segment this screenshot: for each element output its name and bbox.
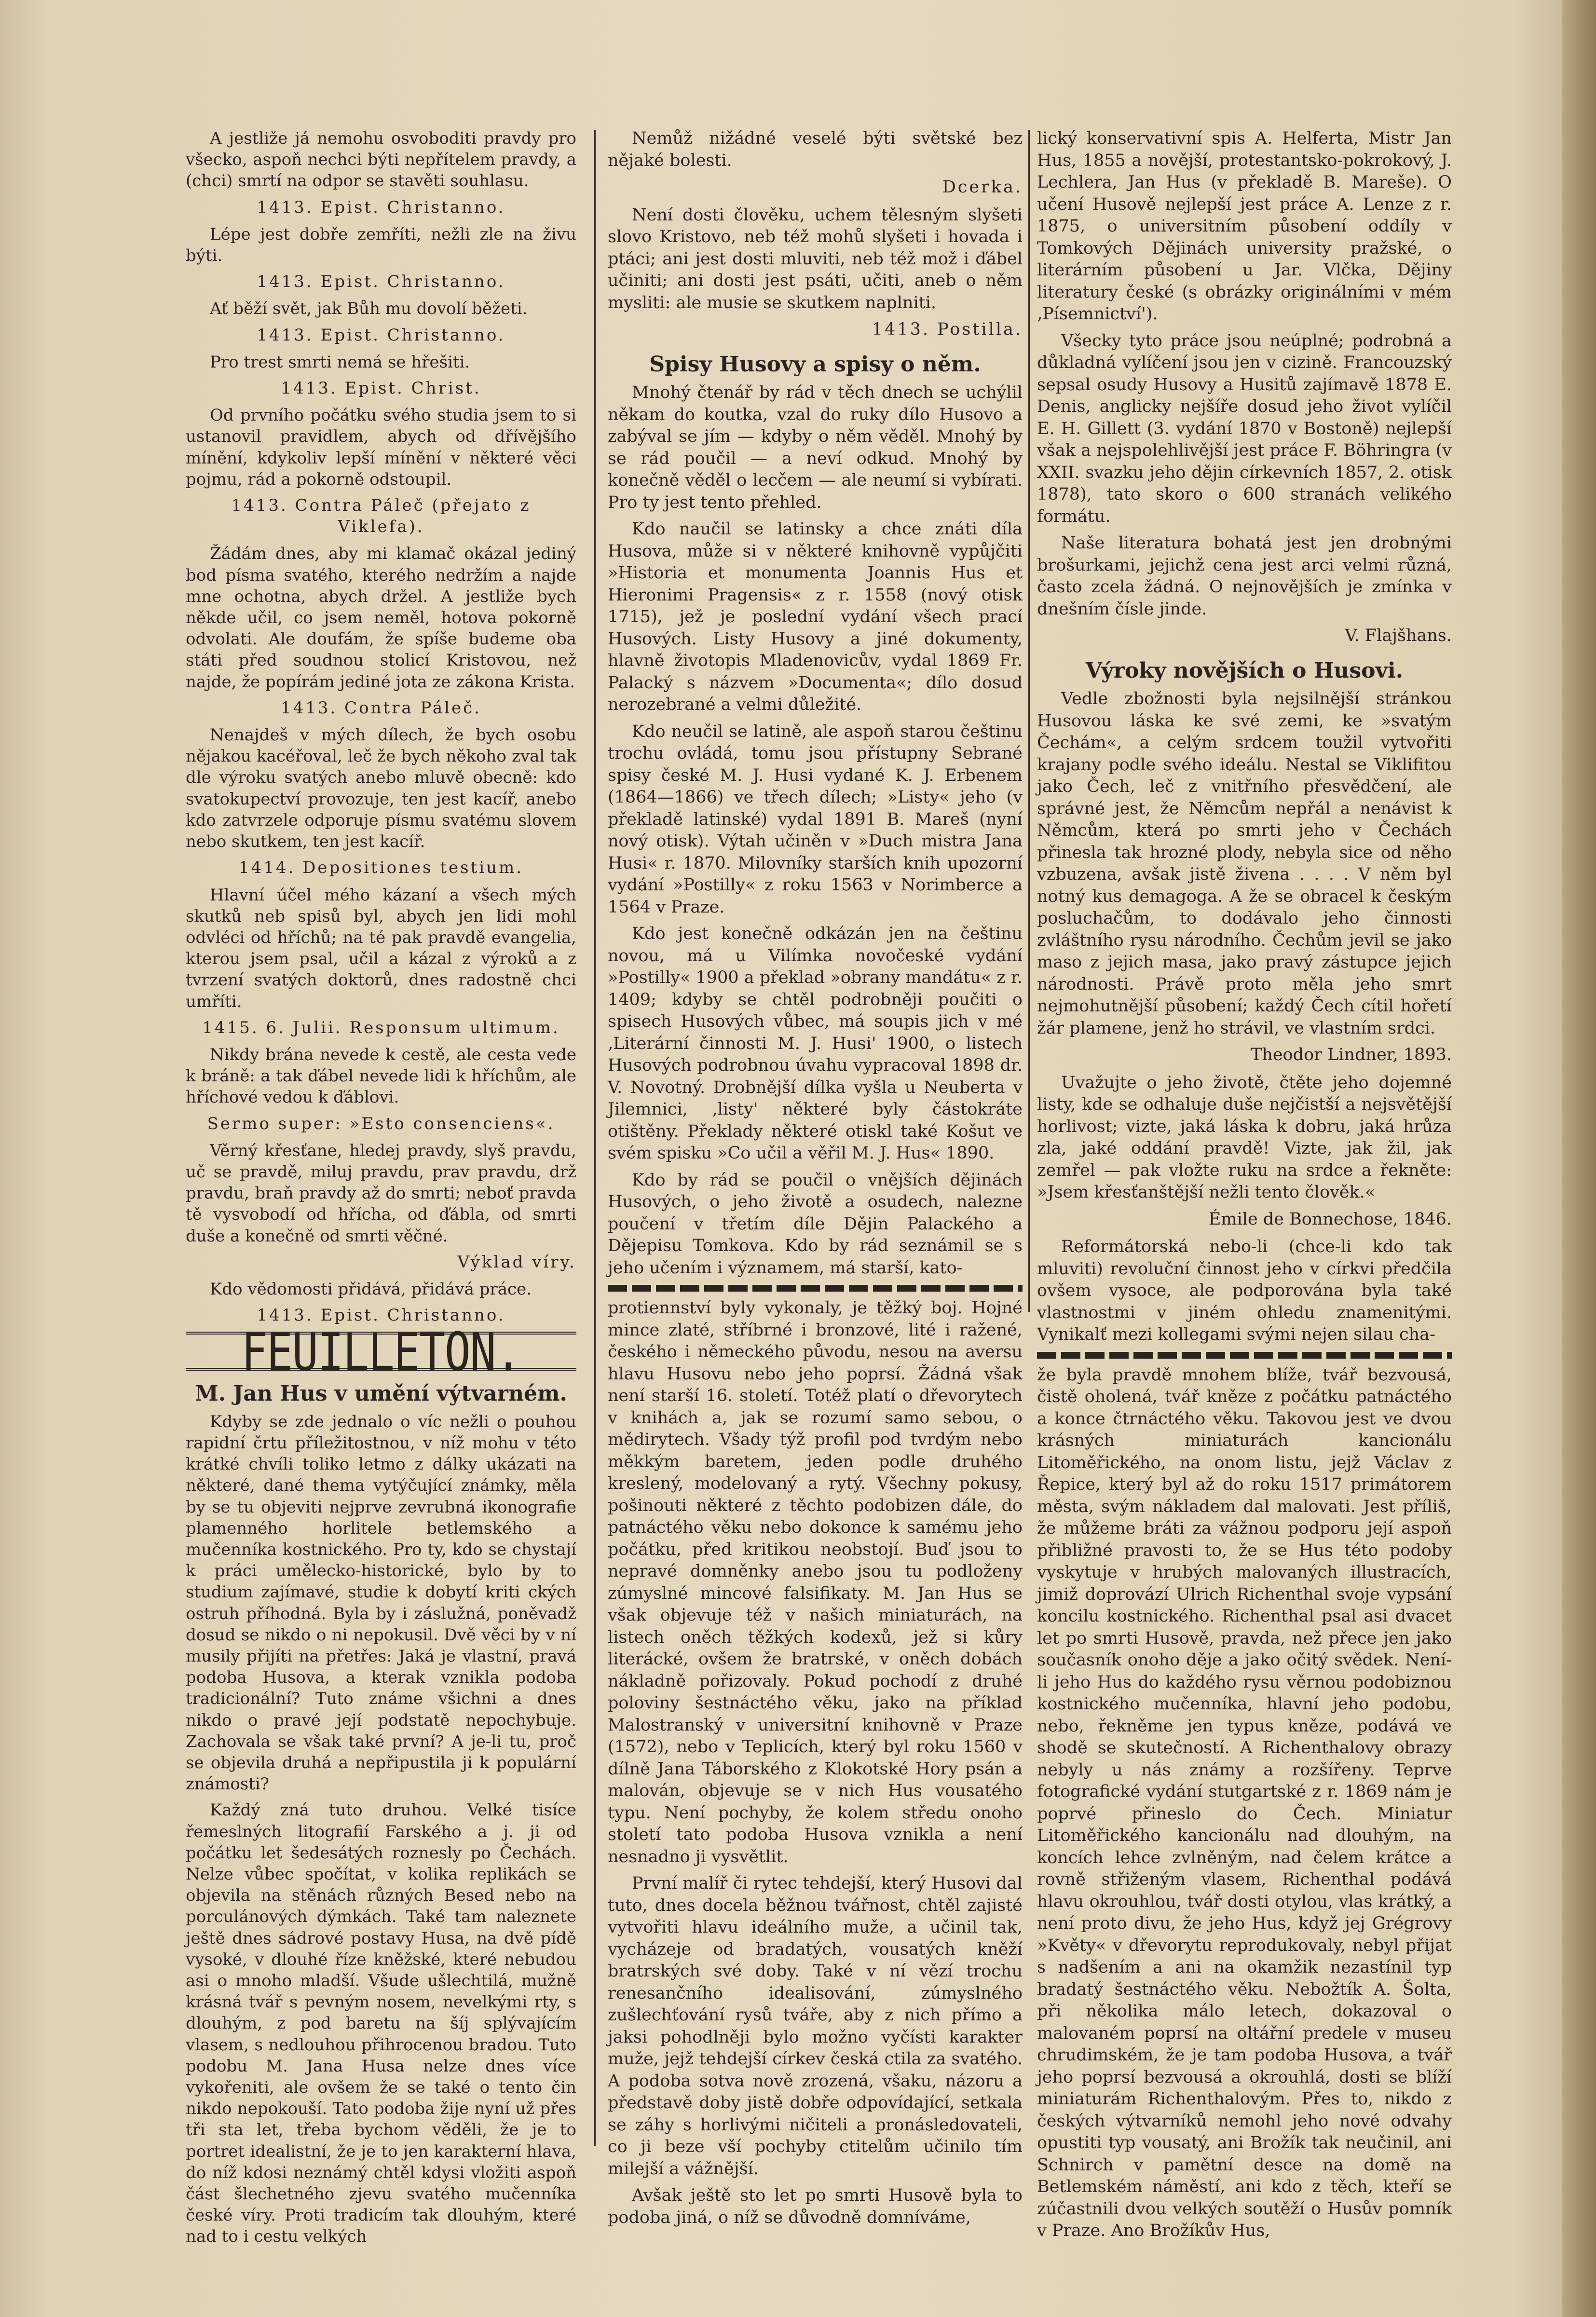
quote-source: 1413. Epist. Christanno. bbox=[257, 325, 505, 345]
article-title: Spisy Husovy a spisy o něm. bbox=[649, 352, 981, 377]
paragraph: Kdo naučil se latinsky a chce znáti díla Husova, může si v některé knihovně vypůjčiti »Historia et monumenta Joannis Hus et Hieronimi Pragensis« z r. 1558 (nový otisk 1715), jež je poslední vydání všech prací Husových. Listy Husovy a jiné dokumenty, hlavně životopis Mladenovicův, vydal 1869 Fr. Palacký s názvem »Documenta«; dílo dosud nerozebrané a velmi důležité. bbox=[608, 519, 1023, 714]
author-signature: Émile de Bonnechose, 1846. bbox=[1208, 1209, 1452, 1229]
quote: Od prvního počátku svého studia jsem to si ustanovil pravidlem, abych od dřívějšího mínění, kdykoliv lepší mínění v některé věci pojmu, rád a pokorně odstoupil. bbox=[186, 406, 576, 489]
feuilleton-heading: FEUILLETON. bbox=[241, 1321, 521, 1383]
article-title: Výroky novějších o Husovi. bbox=[1085, 658, 1404, 683]
page-edge bbox=[1562, 0, 1596, 2317]
paragraph: Vedle zbožnosti byla nejsilnější stránkou Husovou láska ke své zemi, ke »svatým Čechám«, a celým srdcem toužil vytvořiti krajany podle svého ideálu. Nestal se Viklifitou jako Čech, leč z vnitřního přesvědčení, ale správné jest, že Němcům nepřál a nenávist k Němcům, která po smrti jeho v Čechách přinesla tak hrozné plody, nebyla sice od něho vzbuzena, avšak jistě živena . . . . V něm byl notný kus demagoga. A že se obracel k českým posluchačům, to dodávalo jeho činnosti zvláštního rysu národního. Čechům jevil se jako maso z jejich masa, jako pravý zástupce jejich národnosti. Právě proto měla jeho smrt nejmohutnější působení; každý Čech cítil hořetí žár plamene, jenž ho strávil, ve vlastním srdci. bbox=[1037, 689, 1452, 1038]
paragraph: Kdo jest konečně odkázán jen na češtinu novou, má u Vilímka novočeské vydání »Postilly« 1900 a překlad »obrany mandátu« z r. 1409; kdyby se chtěl podrobněji poučiti o spisech Husových vůbec, má soupis jich v mé ‚Literární činnosti M. J. Husi' 1900, o listech Husových podrobnou úvahu vypracoval 1898 dr. V. Novotný. Drobnější dílka vyšla u Neuberta v Jilemnici, ‚listy' některé byly částokráte otištěny. Překlady některé otiskl také Košut ve svém spisku »Co učil a věřil M. J. Hus« 1890. bbox=[608, 924, 1023, 1163]
column-1 bbox=[186, 128, 576, 2252]
quote: Ať běží svět, jak Bůh mu dovolí běžeti. bbox=[210, 299, 528, 319]
quote: Pro trest smrti nemá se hřešiti. bbox=[210, 352, 470, 372]
quote-source: Sermo super: »Esto consenciens«. bbox=[207, 1114, 555, 1133]
quote: Kdo vědomosti přidává, přidává práce. bbox=[210, 1279, 532, 1299]
feuilleton-separator bbox=[608, 1285, 1023, 1292]
quote-source: Výklad víry. bbox=[457, 1252, 576, 1272]
paragraph: Mnohý čtenář by rád v těch dnech se uchýlil někam do koutka, vzal do ruky dílo Husovo a zabýval se jím — kdyby o něm věděl. Mnohý by se rád poučil — a neví odkud. Mnohý by konečně věděl o lecčem — ale neumí si vybírati. Pro ty jest tento přehled. bbox=[608, 383, 1023, 512]
quote: Nenajdeš v mých dílech, že bych osobu nějakou kacéřoval, leč že bych někoho zval tak dle výroku svatých anebo mluvě obecně: kdo svatokupectví provozuje, ten jest kacíř, anebo kdo zatvrzele odporuje písmu svatému slovem nebo skutkem, ten jest kacíř. bbox=[186, 725, 576, 852]
column-3 bbox=[1037, 128, 1452, 2247]
paragraph: protiennství byly vykonaly, je těžký boj. Hojné mince zlaté, stříbrné i bronzové, lité i ražené, českého i německého původu, nesou na aversu hlavu Husovu nebo jeho poprsí. Žádná však není starší 16. století. Totéž platí o dřevorytech v knihách a, jak se rozumí samo sebou, o mědirytech. Všady týž profil pod tvrdým nebo měkkým baretem, jeden podle druhého kreslený, modelovaný a rytý. Všechny pokusy, pošinouti některé z těchto podobizen dále, do patnáctého věku nebo dokonce k samému jeho počátku, před kritikou neobstojí. Buď jsou to nepravé domněnky anebo jsou tu podloženy zúmyslné mincové falsifikaty. M. Jan Hus se však objevuje též v našich miniaturách, na listech oněch těžkých kodexů, jež si kůry literácké, ovšem že bratrské, v oněch dobách nákladně pořizovaly. Pokud pochodí z druhé poloviny šestnáctého věku, jako na příklad Malostranský v universitní knihovně v Praze (1572), nebo v Teplicích, který byl roku 1560 v dílně Jana Táborského z Klokotské Hory psán a malován, objevuje se v nich Hus vousatého typu. Není pochyby, že kolem středu onoho století tato podoba Husova vznikla a není nesnadno ji vysvětlit. bbox=[608, 1298, 1023, 1867]
quote-source: 1413. Postilla. bbox=[872, 320, 1023, 339]
quote-source: Dcerka. bbox=[942, 177, 1023, 197]
column-rule-2 bbox=[1028, 130, 1030, 1312]
column-rule-1 bbox=[594, 130, 596, 2146]
paragraph: že byla pravdě mnohem blíže, tvář bezvousá, čistě oholená, tvář kněze z počátku patnáctého a konce čtrnáctého věku. Takovou jest ve dvou krásných miniaturách kancionálu Litoměřického, na onom listu, jejž Václav z Řepice, který byl až do roku 1517 primátorem města, svým nákladem dal malovati. Jest příliš, že můžeme bráti za vážnou podporu její aspoň přibližné pravosti to, že se Hus této podoby vyskytuje v hrubých malovaných illustracích, jimiž doprovází Ulrich Richenthal svoje vypsání koncilu kostnického. Richenthal psal asi dvacet let po smrti Husově, pravda, než přece jen jako současník onoho děje a jako očitý svědek. Není-li jeho Hus do každého rysu věrnou podobiznou kostnického mučenníka, hlavní jeho podobu, nebo, řekněme jen typus kněze, podává ve shodě se skutečností. A Richenthalovy obrazy nebyly u nás známy a rozšířeny. Teprve fotografické vydání stutgartské z r. 1869 nám je poprvé přineslo do Čech. Miniatur Litoměřického kancionálu nad dlouhým, na koncích lehce zvlněným, nad čelem krátce a rovně střiženým vlasem, Richenthal podává hlavu okrouhlou, tvář dosti otylou, vlas krátký, a není proto divu, že jeho Hus, když jej Grégrovy »Květy« v dřevorytu reprodukovaly, nebyl přijat s nadšením a ani na okamžik nezastínil typ bradatý šestnáctého věku. Nebožtík A. Šolta, při několika málo letech, dokazoval o malovaném poprsí na oltářní predele v museu chrudimském, že je tam podoba Husova, a tvář jeho poprsí bezvousá a okrouhlá, dosti se blíží miniaturám Richenthalovým. Přes to, nikdo z českých výtvarníků nemohl jeho nové odvahy opustiti typ vousatý, ani Brožík tak neučinil, ani Schnirch v pamětní desce na domě na Betlemském náměstí, ani kdo z těch, kteří se zúčastnili dvou velkých soutěží o Husův pomník v Praze. Ano Brožíkův Hus, bbox=[1037, 1365, 1452, 2240]
paragraph: Reformátorská nebo-li (chce-li kdo tak mluviti) revoluční činnost jeho v církvi předčila ovšem vysoce, ale podporována byla také vlastnostmi v jiném ohledu znamenitými. Vynikalť mezi kollegami svými nejen silau cha- bbox=[1037, 1237, 1452, 1344]
paragraph: Všecky tyto práce jsou neúplné; podrobná a důkladná vylíčení jsou jen v cizině. Francouzský sepsal osudy Husovy a Husitů zajímavě 1878 E. Denis, anglicky nejšíře dosud jeho život vylíčil E. H. Gillett (3. vydání 1870 v Bostoně) nejlepší však a nejspolehlivější jest práce F. Böhringra (v XXII. svazku jeho dějin církevních 1857, 2. otisk 1878), tato skoro o 600 stranách velikého formátu. bbox=[1037, 331, 1452, 526]
paragraph: Avšak ještě sto let po smrti Husově byla to podoba jiná, o níž se důvodně domníváme, bbox=[608, 2186, 1023, 2227]
quote-source: 1413. Epist. Christ. bbox=[281, 379, 481, 398]
article-title: M. Jan Hus v umění výtvarném. bbox=[195, 1381, 567, 1406]
quote: Žádám dnes, aby mi klamač okázal jediný bod písma svatého, kterého nedržím a najde mne ochotna, abych držel. A jestliže bych někde učil, co jsem neměl, hotova pokorně odvolati. Ale doufám, že spíše budeme oba státi před soudnou stolicí Kristovou, než najde, že popírám jediné jota ze zákona Krista. bbox=[186, 544, 576, 692]
paragraph: Kdo by rád se poučil o vnějších dějinách Husových, o jeho životě a osudech, nalezne poučení v třetím díle Dějin Palackého a Dějepisu Tomkova. Kdo by rád seznámil se s jeho učením i významem, má starší, kato- bbox=[608, 1170, 1023, 1278]
author-signature: Theodor Lindner, 1893. bbox=[1251, 1045, 1452, 1064]
paragraph: Naše literatura bohatá jest jen drobnými brošurkami, jejichž cena jest arci velmi různá, často zcela žádná. O nejnovějších je zmínka v dnešním čísle jinde. bbox=[1037, 533, 1452, 619]
paragraph: Každý zná tuto druhou. Velké tisíce řemeslných litografií Farského a j. ji od počátku let šedesátých roznesly po Čechách. Nelze vůbec spočítat, v kolika replikách se objevila na stěnách různých Besed nebo na porculánových dýmkách. Také tam naleznete ještě dnes sádrové postavy Husa, na dvě pídě vysoké, v dlouhé říze kněžské, které nebudou asi o mnoho mladší. Všude ušlechtilá, mužně krásná tvář s pevným nosem, nevelkými rty, s dlouhým, z pod baretu na šíj splývajícím vlasem, s nedlouhou přihrocenou bradou. Tuto podobu M. Jana Husa nelze dnes více vykořeniti, ale ovšem že se také o tento čin nikdo nepokouší. Tato podoba žije nyní už přes tři sta let, třeba bychom věděli, že je to portret idealistní, že je to jen karakterní hlava, do níž kdosi neznámý chtěl kdysi vložiti aspoň část šlechetného zjevu svatého mučenníka české víry. Proti tradicím tak dlouhým, které nad to i cestu velkých bbox=[186, 1800, 576, 2247]
quote: Věrný křesťane, hledej pravdy, slyš pravdu, uč se pravdě, miluj pravdu, prav pravdu, drž pravdu, braň pravdy až do smrti; neboť pravda tě vysvobodí od hřícha, od ďábla, od smrti duše a konečně od smrti věčné. bbox=[186, 1141, 576, 1246]
column-2 bbox=[608, 128, 1023, 2234]
quote: Nemůž nižádné veselé býti světské bez nějaké bolesti. bbox=[608, 129, 1023, 170]
quote: Lépe jest dobře zemříti, nežli zle na živu býti. bbox=[186, 224, 576, 266]
quote: Hlavní účel mého kázaní a všech mých skutků neb spisů byl, abych jen lidi mohl odvléci od hříchů; na té pak pravdě evangelia, kterou jsem psal, učil a kázal z výroků a z tvrzení svatých doktorů, dnes radostně chci umříti. bbox=[186, 885, 576, 1011]
quote-source: 1413. Epist. Christanno. bbox=[257, 197, 505, 217]
author-signature: V. Flajšhans. bbox=[1345, 626, 1452, 645]
paragraph: Uvažujte o jeho životě, čtěte jeho dojemné listy, kde se odhaluje duše nejčistší a nejsvětější horlivost; vizte, jaká láska k dobru, jaká hrůza zla, jaké oddání pravdě! Vizte, jak žil, jak zemřel — pak vložte ruku na srdce a řekněte: »Jsem křesťanštější nežli tento člověk.« bbox=[1037, 1073, 1452, 1202]
quote: A jestliže já nemohu osvoboditi pravdy pro všecko, aspoň nechci býti nepřítelem pravdy, a (chci) smrtí na odpor se stavěti souhlasu. bbox=[186, 129, 576, 191]
paragraph: Kdyby se zde jednalo o víc nežli o pouhou rapidní črtu příležitostnou, v níž mohu v této krátké chvíli toliko letmo z dálky ukázati na některé, dané thema vytýčující známky, měla by se tu objeviti nejprve zevrubná ikonografie plamenného horlitele betlemského a mučenníka kostnického. Pro ty, kdo se chystají k práci umělecko-historické, bylo by to studium zajímavé, studie k dobytí kriti ckých ostruh příhodná. Byla by i záslužná, poněvadž dosud se nikdo o ni nepokusil. Dvě věci by v ní musily přijíti na přetřes: Jaká je vlastní, pravá podoba Husova, a kterak vznikla podoba tradicionální? Tuto známe všichni a dnes nikdo o pravé její podstatě nepochybuje. Zachovala se však také první? A je-li tu, proč se objevila druhá a nepřipustila ji k populární známosti? bbox=[186, 1412, 576, 1794]
paragraph: První malíř či rytec tehdejší, který Husovi dal tuto, dnes docela běžnou tvářnost, chtěl zajisté vytvořiti hlavu ideálního muže, a učinil tak, vycházeje od bradatých, vousatých kněží bratrských své doby. Také v ní vězí trochu renesančního idealisování, zúmyslného zušlechťování rysů tváře, aby z nich přímo a jaksi pohodlněji bylo možno vyčísti karakter muže, jejž tehdejší církev česká ctila za svatého. A podoba sotva nově zrozená, všaku, názoru a představě doby jistě dobře odpovídající, setkala se záhy s horlivými ničiteli a pronásledovateli, co ji beze vší pochyby ctitelům učinilo tím milejší a vážnější. bbox=[608, 1874, 1023, 2179]
quote-source: 1413. Epist. Christanno. bbox=[257, 272, 505, 292]
quote-source: 1413. Contra Páleč. bbox=[281, 698, 481, 718]
feuilleton-separator bbox=[1037, 1352, 1452, 1359]
quote-source: 1415. 6. Julii. Responsum ultimum. bbox=[202, 1018, 560, 1037]
paragraph: Kdo neučil se latině, ale aspoň starou češtinu trochu ovládá, tomu jsou přístupny Sebrané spisy české M. J. Husi vydané K. J. Erbenem (1864—1866) ve třech dílech; »Listy« jeho (v překladě latinské) vydal 1891 B. Mareš (nyní nový otisk). Výtah učiněn v »Duch mistra Jana Husi« r. 1870. Milovníky starších knih upozorní vydání »Postilly« z roku 1563 v Norimberce a 1564 v Praze. bbox=[608, 722, 1023, 917]
quote: Není dosti člověku, uchem tělesným slyšeti slovo Kristovo, neb též mohů slyšeti i hovada i ptáci; ani jest dosti mluviti, neb též mož i ďábel učiniti; ani dosti jest psáti, učiti, aneb o něm mysliti: ale musie se skutkem naplniti. bbox=[608, 205, 1023, 313]
quote: Nikdy brána nevede k cestě, ale cesta vede k bráně: a tak ďábel nevede lidi k hříchům, ale hříchové vedou k ďáblovi. bbox=[186, 1045, 576, 1107]
quote-source: 1413. Contra Páleč (přejato z Viklefa). bbox=[231, 496, 531, 537]
paragraph: lický konservativní spis A. Helferta, Mistr Jan Hus, 1855 a novější, protestantsko-pokrokový, J. Lechlera, Jan Hus (v překladě B. Mareše). O učení Husově nejlepší jest práce A. Lenze z r. 1875, o universitním působení oddíly v Tomkových Dějinách university pražské, o literárním působení u Jar. Vlčka, Dějiny literatury české (s obrázky originálními v mém ‚Písemnictví'). bbox=[1037, 129, 1452, 324]
quote-source: 1414. Depositiones testium. bbox=[238, 858, 524, 878]
quote-source: 1413. Epist. Christanno. bbox=[257, 1306, 505, 1325]
